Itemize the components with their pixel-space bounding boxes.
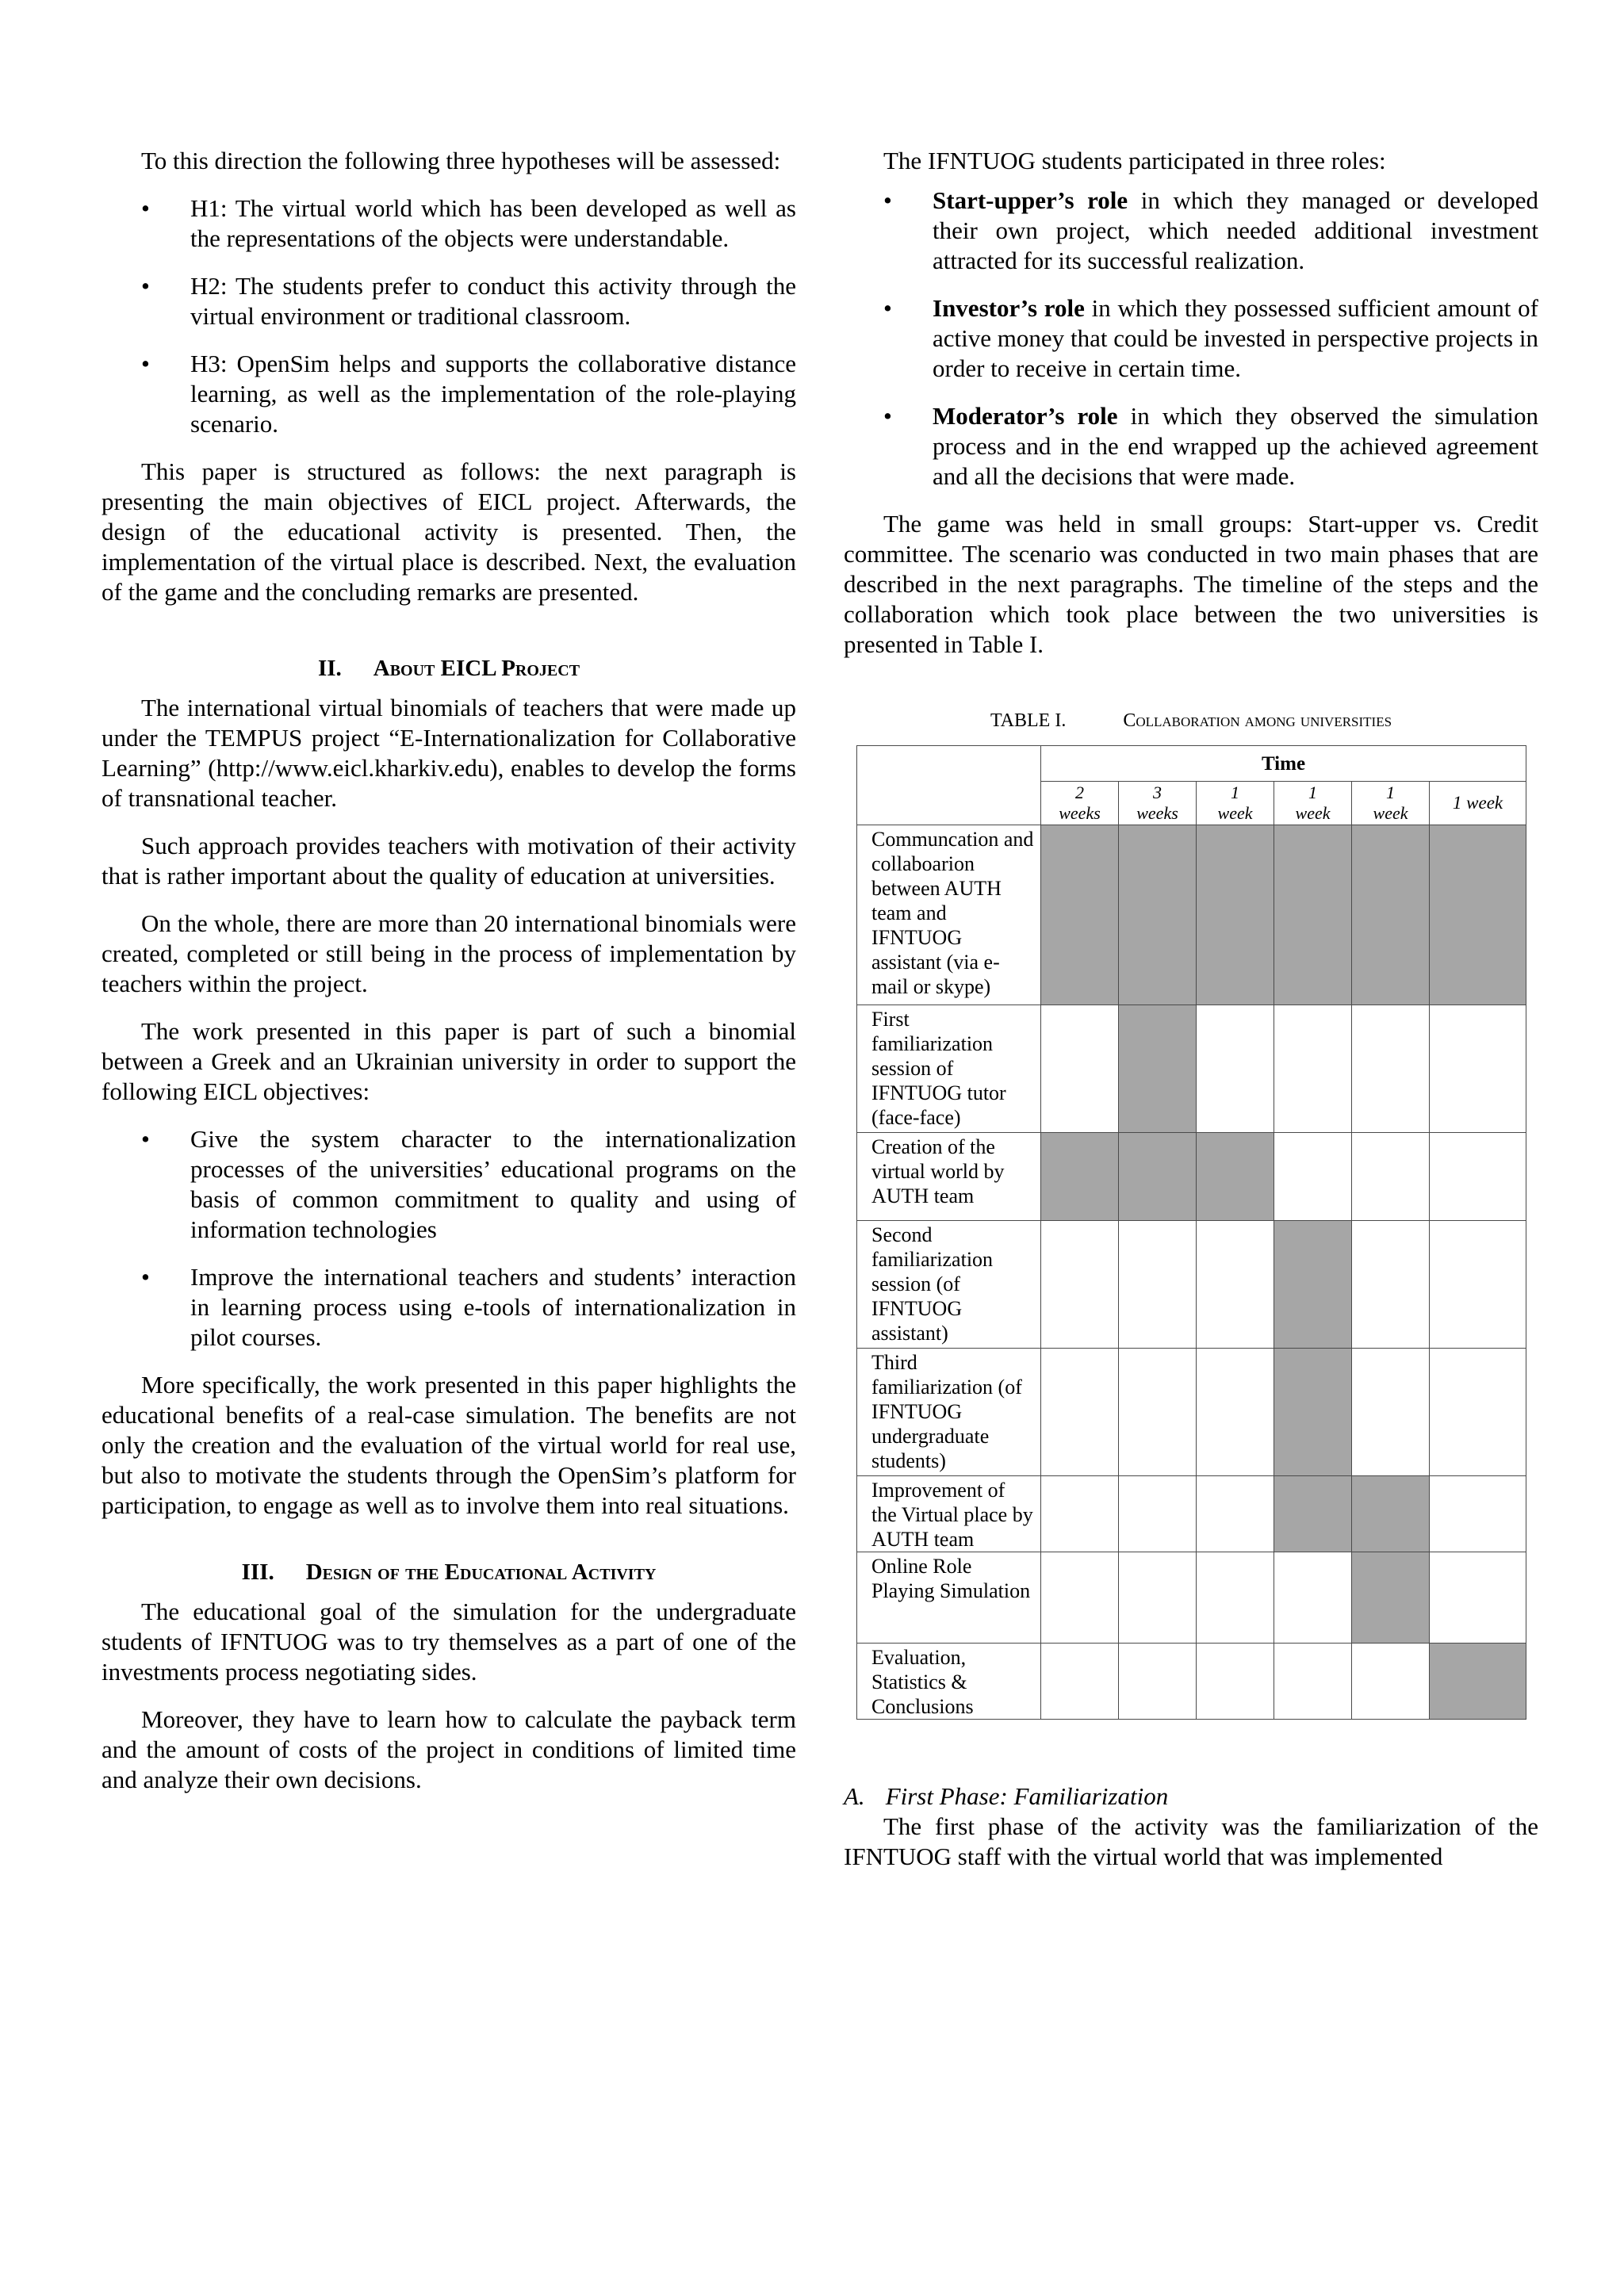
timeline-cell-active: [1352, 825, 1430, 1005]
duration-number: 2: [1075, 783, 1084, 802]
role-name: Investor’s role: [933, 294, 1085, 322]
timeline-cell-active: [1274, 1349, 1352, 1476]
table-label: TABLE I.: [990, 710, 1067, 731]
duration-unit: weeks: [1059, 803, 1101, 823]
task-cell: Creation of the virtual world by AUTH team: [857, 1133, 1041, 1221]
task-cell: Evaluation, Statistics & Conclusions: [857, 1644, 1041, 1720]
duration-unit: week: [1217, 803, 1253, 823]
left-column: [102, 146, 796, 1795]
timeline-cell: [1119, 1644, 1197, 1720]
subsection-a-title: First Phase: Familiarization: [885, 1782, 1169, 1810]
section-2-paragraph: The work presented in this paper is part of such a binomial between a Greek and an Ukrainian university in order to support the following EICL objectives:: [102, 1017, 796, 1105]
timeline-cell: [1119, 1349, 1197, 1476]
role-item: [844, 401, 1538, 492]
timeline-cell: [1041, 1221, 1119, 1349]
section-2-paragraph: Such approach provides teachers with motivation of their activity that is rather important about the quality of education at universities.: [102, 832, 796, 890]
task-cell: Communcation and collaboarion between AUTH team and IFNTUOG assistant (via e-mail or skype): [857, 825, 1041, 1005]
roles-intro: The IFNTUOG students participated in three roles:: [883, 147, 1386, 174]
section-3-title: Design of the Educational Activity: [305, 1559, 657, 1585]
task-cell: Second familiarization session (of IFNTUOG assistant): [857, 1221, 1041, 1349]
section-3-heading: [102, 1557, 796, 1587]
duration-number: 1: [1231, 783, 1239, 802]
hypothesis-item: • H1: The virtual world which has been developed as well as the representations of the objects were understandable.: [102, 193, 796, 254]
table-row: [857, 1005, 1526, 1133]
duration-cell: [1430, 782, 1526, 825]
duration-number: 1: [1308, 783, 1317, 802]
hypothesis-item: • H2: The students prefer to conduct this activity through the virtual environment or traditional classroom.: [102, 271, 796, 331]
timeline-cell: [1197, 1221, 1274, 1349]
timeline-cell: [1041, 1349, 1119, 1476]
objective-item: • Improve the international teachers and students’ interaction in learning process using e-tools of internationalization in pilot courses.: [102, 1262, 796, 1353]
duration-number: 1: [1386, 783, 1395, 802]
timeline-cell-active: [1041, 825, 1119, 1005]
timeline-cell-active: [1119, 1133, 1197, 1221]
timeline-cell-active: [1119, 825, 1197, 1005]
duration-cell: [1041, 782, 1119, 825]
role-description: in which they possessed sufficient amount of active money that could be invested in perspective projects in order to receive in certain time.: [933, 294, 1538, 382]
time-header: Time: [1041, 746, 1526, 782]
table-header-row: [857, 746, 1526, 782]
timeline-cell: [1197, 1005, 1274, 1133]
timeline-cell-active: [1430, 1644, 1526, 1720]
duration-unit: week: [1373, 803, 1408, 823]
timeline-cell: [1352, 1349, 1430, 1476]
timeline-cell: [1274, 1552, 1352, 1644]
role-name: Start-upper’s role: [933, 186, 1128, 214]
table-title: Collaboration among universities: [1123, 710, 1392, 731]
timeline-cell: [1352, 1005, 1430, 1133]
duration-cell: [1197, 782, 1274, 825]
structure-paragraph: This paper is structured as follows: the next paragraph is presenting the main objectives of EICL project. Afterwards, the design of the educational activity is presented. Then, the implementation of the virtual place is described. Next, the evaluation of the game and the concluding remarks are presented.: [102, 457, 796, 606]
timeline-cell: [1430, 1133, 1526, 1221]
duration-cell: [1274, 782, 1352, 825]
timeline-cell-active: [1274, 1221, 1352, 1349]
table-caption: [844, 709, 1538, 733]
timeline-cell: [1119, 1552, 1197, 1644]
timeline-cell-active: [1119, 1005, 1197, 1133]
duration-unit: week: [1295, 803, 1331, 823]
timeline-cell: [1352, 1133, 1430, 1221]
duration-cell: [1352, 782, 1430, 825]
timeline-cell: [1430, 1476, 1526, 1552]
timeline-cell: [1197, 1349, 1274, 1476]
timeline-cell: [1197, 1476, 1274, 1552]
timeline-cell-active: [1430, 825, 1526, 1005]
section-3-paragraph: Moreover, they have to learn how to calculate the payback term and the amount of costs of the project in conditions of limited time and analyze their own decisions.: [102, 1705, 796, 1793]
task-cell: Improvement of the Virtual place by AUTH team: [857, 1476, 1041, 1552]
timeline-cell-active: [1197, 825, 1274, 1005]
timeline-cell: [1430, 1221, 1526, 1349]
roles-list: [844, 186, 1538, 492]
task-cell: First familiarization session of IFNTUOG tutor (face-face): [857, 1005, 1041, 1133]
timeline-cell: [1274, 1644, 1352, 1720]
subsection-a-letter: A.: [844, 1782, 865, 1810]
intro-paragraph: To this direction the following three hypotheses will be assessed:: [141, 147, 781, 174]
role-item: [844, 293, 1538, 384]
timeline-cell-active: [1041, 1133, 1119, 1221]
timeline-cell: [1197, 1644, 1274, 1720]
timeline-cell: [1274, 1133, 1352, 1221]
table-corner-cell: [857, 746, 1041, 825]
table-row: [857, 1221, 1526, 1349]
timeline-cell: [1041, 1005, 1119, 1133]
timeline-cell-active: [1352, 1476, 1430, 1552]
duration-unit: weeks: [1136, 803, 1178, 823]
section-2-title: About EICL Project: [373, 656, 580, 681]
timeline-cell: [1041, 1476, 1119, 1552]
section-2-closing-paragraph: More specifically, the work presented in this paper highlights the educational benefits of a real-case simulation. The benefits are not only the creation and the evaluation of the virtual world for real use, but also to motivate the students through the OpenSim’s platform for participation, to engage as well as to involve them into real situations.: [102, 1371, 796, 1519]
role-item: [844, 186, 1538, 276]
task-cell: Online Role Playing Simulation: [857, 1552, 1041, 1644]
timeline-cell: [1041, 1552, 1119, 1644]
timeline-cell-active: [1352, 1552, 1430, 1644]
section-2-paragraph: The international virtual binomials of teachers that were made up under the TEMPUS project “E-Internationalization for Collaborative Learning” (http://www.eicl.kharkiv.edu), enables to develop the forms of transnational teacher.: [102, 694, 796, 812]
timeline-cell: [1430, 1005, 1526, 1133]
table-row: [857, 1133, 1526, 1221]
subsection-a-heading: [844, 1781, 1538, 1812]
duration-label: 1 week: [1452, 793, 1503, 813]
objectives-list: [102, 1124, 796, 1353]
subsection-a-paragraph: The first phase of the activity was the familiarization of the IFNTUOG staff with the virtual world that was implemented: [844, 1812, 1538, 1870]
section-2-number: II.: [317, 656, 342, 681]
task-cell: Third familiarization (of IFNTUOG undergraduate students): [857, 1349, 1041, 1476]
timeline-cell: [1119, 1476, 1197, 1552]
timeline-cell: [1119, 1221, 1197, 1349]
timeline-cell-active: [1274, 825, 1352, 1005]
table-row: [857, 825, 1526, 1005]
duration-cell: [1119, 782, 1197, 825]
timeline-cell: [1352, 1644, 1430, 1720]
table-row: [857, 1476, 1526, 1552]
section-3-number: III.: [241, 1559, 274, 1585]
objective-item: • Give the system character to the internationalization processes of the universities’ educational programs on the basis of common commitment to quality and using of information technologies: [102, 1124, 796, 1245]
table-row: [857, 1644, 1526, 1720]
role-name: Moderator’s role: [933, 402, 1118, 430]
collaboration-timeline-table: [856, 745, 1526, 1720]
table-row: [857, 1552, 1526, 1644]
game-paragraph: The game was held in small groups: Start-upper vs. Credit committee. The scenario was conducted in two main phases that are described in the next paragraphs. The timeline of the steps and the collaboration which took place between the two universities is presented in Table I.: [844, 510, 1538, 658]
hypothesis-item: • H3: OpenSim helps and supports the collaborative distance learning, as well as the implementation of the role-playing scenario.: [102, 349, 796, 439]
hypotheses-list: [102, 193, 796, 439]
table-row: [857, 1349, 1526, 1476]
section-2-paragraph: On the whole, there are more than 20 international binomials were created, completed or still being in the process of implementation by teachers within the project.: [102, 909, 796, 997]
timeline-cell: [1197, 1552, 1274, 1644]
timeline-cell-active: [1274, 1476, 1352, 1552]
duration-number: 3: [1153, 783, 1162, 802]
right-column: [844, 146, 1538, 1872]
timeline-cell: [1352, 1221, 1430, 1349]
timeline-cell: [1041, 1644, 1119, 1720]
role-description: in which they managed or developed their own project, which needed additional investment attracted for its successful realization.: [933, 186, 1538, 274]
timeline-cell: [1430, 1349, 1526, 1476]
timeline-cell-active: [1197, 1133, 1274, 1221]
timeline-cell: [1274, 1005, 1352, 1133]
role-description: in which they observed the simulation process and in the end wrapped up the achieved agreement and all the decisions that were made.: [933, 402, 1538, 490]
section-3-paragraph: The educational goal of the simulation for the undergraduate students of IFNTUOG was to try themselves as a part of one of the investments process negotiating sides.: [102, 1598, 796, 1686]
section-2-heading: [102, 653, 796, 683]
timeline-cell: [1430, 1552, 1526, 1644]
